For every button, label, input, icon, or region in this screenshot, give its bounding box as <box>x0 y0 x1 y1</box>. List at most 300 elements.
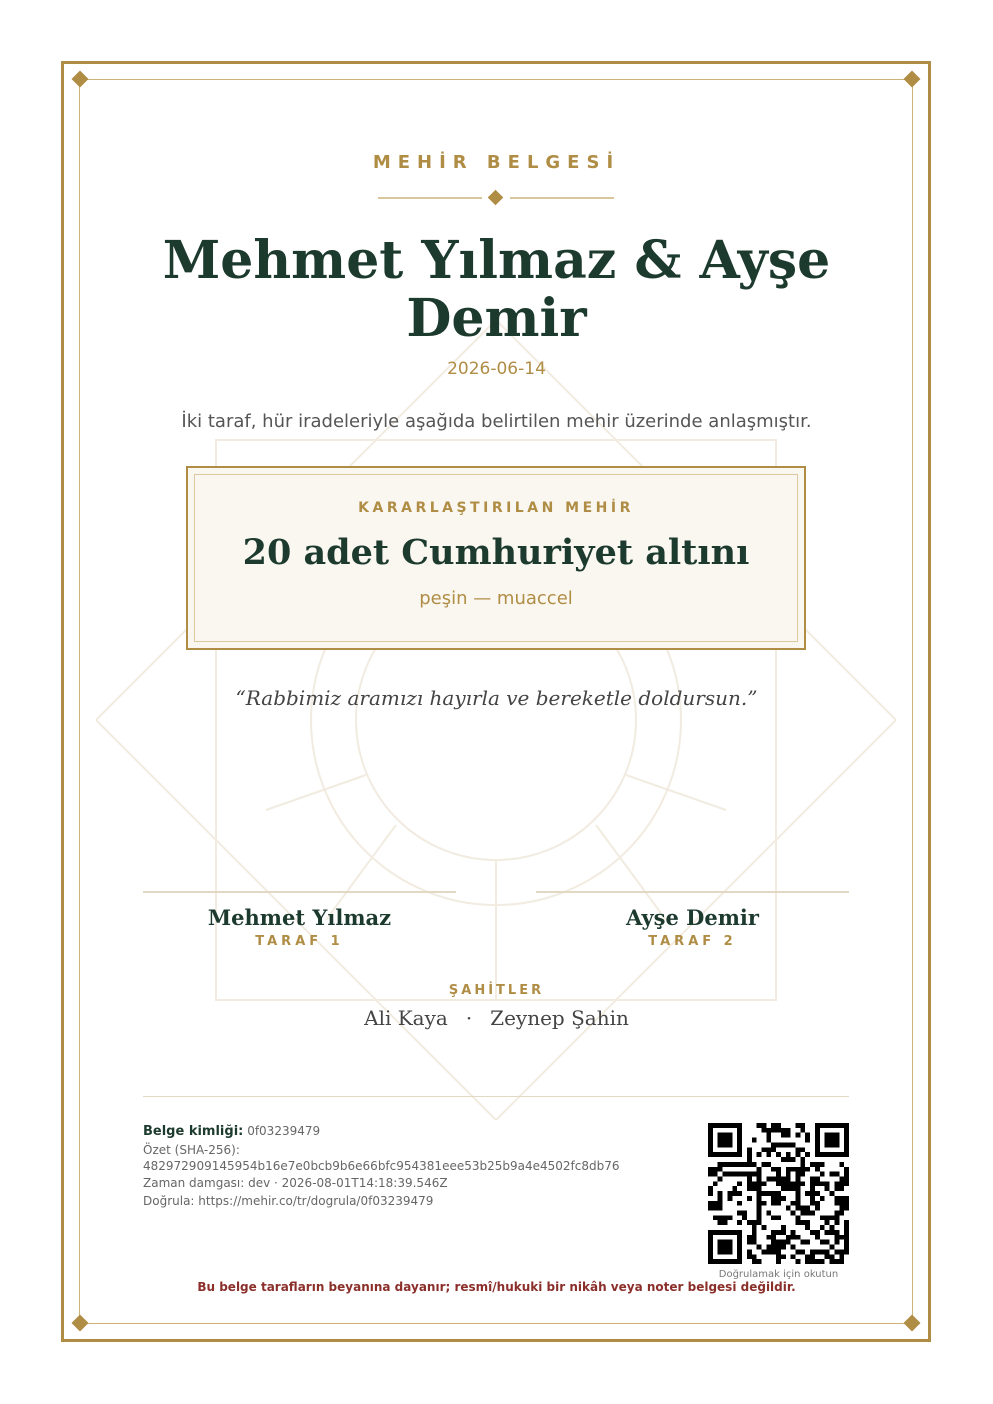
qr-module <box>718 1215 723 1220</box>
qr-module <box>727 1259 732 1264</box>
qr-module <box>718 1167 723 1172</box>
legal-disclaimer: Bu belge tarafların beyanına dayanır; resmî/hukuki bir nikâh veya noter belgesi değildir. <box>197 1280 796 1294</box>
qr-module <box>718 1220 723 1225</box>
qr-module <box>805 1225 810 1230</box>
qr-module <box>844 1128 849 1133</box>
qr-module <box>834 1181 839 1186</box>
qr-module <box>718 1206 723 1211</box>
mahr-label: KARARLAŞTIRILAN MEHİR <box>358 500 634 516</box>
qr-module <box>815 1176 820 1181</box>
qr-module <box>839 1196 844 1201</box>
qr-module <box>781 1157 786 1162</box>
qr-module <box>713 1230 718 1235</box>
qr-module <box>752 1220 757 1225</box>
qr-module <box>830 1123 835 1128</box>
qr-module <box>737 1142 742 1147</box>
qr-module <box>796 1196 801 1201</box>
qr-module <box>771 1176 776 1181</box>
qr-module <box>752 1254 757 1259</box>
qr-module <box>713 1123 718 1128</box>
qr-module <box>796 1123 801 1128</box>
qr-module <box>844 1147 849 1152</box>
qr-module <box>761 1191 766 1196</box>
qr-module <box>820 1123 825 1128</box>
qr-module <box>752 1138 757 1143</box>
qr-module <box>844 1220 849 1225</box>
qr-module <box>805 1133 810 1138</box>
qr-module <box>723 1142 728 1147</box>
qr-module <box>844 1181 849 1186</box>
qr-module <box>747 1162 752 1167</box>
qr-module <box>766 1191 771 1196</box>
qr-module <box>805 1191 810 1196</box>
qr-module <box>766 1211 771 1216</box>
qr-module <box>830 1172 835 1177</box>
qr-module <box>708 1186 713 1191</box>
qr-module <box>757 1211 762 1216</box>
qr-module <box>791 1230 796 1235</box>
qr-module <box>761 1147 766 1152</box>
qr-module <box>708 1206 713 1211</box>
qr-module <box>742 1162 747 1167</box>
qr-module <box>708 1230 713 1235</box>
qr-module <box>737 1128 742 1133</box>
qr-module <box>771 1249 776 1254</box>
qr-module <box>839 1176 844 1181</box>
qr-module <box>815 1249 820 1254</box>
qr-module <box>834 1259 839 1264</box>
qr-module <box>737 1181 742 1186</box>
qr-module <box>830 1245 835 1250</box>
qr-module <box>796 1191 801 1196</box>
signature-line <box>536 891 849 893</box>
qr-module <box>830 1215 835 1220</box>
qr-module <box>747 1157 752 1162</box>
qr-module <box>830 1133 835 1138</box>
qr-module <box>815 1230 820 1235</box>
qr-module <box>786 1235 791 1240</box>
qr-module <box>747 1181 752 1186</box>
qr-module <box>796 1215 801 1220</box>
party-role: TARAF 1 <box>255 934 344 949</box>
qr-module <box>796 1181 801 1186</box>
qr-module <box>718 1176 723 1181</box>
qr-module <box>844 1138 849 1143</box>
qr-module <box>839 1123 844 1128</box>
qr-module <box>810 1162 815 1167</box>
qr-module <box>708 1240 713 1245</box>
qr-module <box>713 1181 718 1186</box>
qr-module <box>796 1201 801 1206</box>
ornamental-divider <box>378 196 614 200</box>
qr-module <box>776 1142 781 1147</box>
qr-module <box>810 1211 815 1216</box>
qr-module <box>800 1211 805 1216</box>
qr-module <box>800 1162 805 1167</box>
qr-module <box>761 1201 766 1206</box>
qr-caption: Doğrulamak için okutun <box>718 1269 839 1280</box>
qr-module <box>757 1172 762 1177</box>
qr-module <box>718 1196 723 1201</box>
qr-module <box>723 1240 728 1245</box>
qr-module <box>737 1162 742 1167</box>
qr-module <box>776 1172 781 1177</box>
qr-module <box>776 1249 781 1254</box>
qr-module <box>834 1235 839 1240</box>
witness-name: Zeynep Şahin <box>490 1006 629 1030</box>
qr-module <box>805 1206 810 1211</box>
qr-module <box>727 1133 732 1138</box>
qr-module <box>771 1147 776 1152</box>
qr-module <box>810 1191 815 1196</box>
qr-module <box>776 1167 781 1172</box>
qr-module <box>776 1240 781 1245</box>
qr-module <box>737 1220 742 1225</box>
qr-module <box>786 1157 791 1162</box>
qr-module <box>742 1172 747 1177</box>
qr-module <box>771 1128 776 1133</box>
qr-module <box>786 1172 791 1177</box>
qr-module <box>781 1254 786 1259</box>
qr-module <box>800 1181 805 1186</box>
qr-module <box>786 1128 791 1133</box>
qr-module <box>713 1259 718 1264</box>
qr-module <box>718 1133 723 1138</box>
qr-module <box>708 1133 713 1138</box>
qr-module <box>718 1240 723 1245</box>
qr-module <box>771 1215 776 1220</box>
qr-module <box>723 1259 728 1264</box>
qr-module <box>737 1123 742 1128</box>
signature-party-2 <box>536 891 849 949</box>
qr-module <box>815 1162 820 1167</box>
qr-module <box>732 1172 737 1177</box>
mahr-value: 20 adet Cumhuriyet altını <box>242 532 750 573</box>
qr-module <box>844 1249 849 1254</box>
qr-module <box>761 1249 766 1254</box>
qr-module <box>791 1201 796 1206</box>
qr-module <box>834 1186 839 1191</box>
qr-module <box>791 1211 796 1216</box>
qr-module <box>834 1123 839 1128</box>
qr-module <box>800 1249 805 1254</box>
qr-module <box>727 1152 732 1157</box>
qr-module <box>834 1230 839 1235</box>
qr-module <box>839 1162 844 1167</box>
qr-module <box>781 1133 786 1138</box>
signature-party-1 <box>143 891 456 949</box>
qr-module <box>718 1138 723 1143</box>
qr-module <box>805 1152 810 1157</box>
ceremony-date: 2026-06-14 <box>447 359 546 379</box>
qr-module <box>825 1123 830 1128</box>
qr-module <box>766 1176 771 1181</box>
qr-module <box>796 1206 801 1211</box>
qr-module <box>761 1181 766 1186</box>
qr-module <box>820 1172 825 1177</box>
qr-module <box>834 1138 839 1143</box>
qr-module <box>820 1152 825 1157</box>
qr-module <box>805 1254 810 1259</box>
qr-module <box>752 1230 757 1235</box>
qr-module <box>781 1225 786 1230</box>
qr-module <box>796 1235 801 1240</box>
qr-module <box>776 1152 781 1157</box>
qr-module <box>747 1249 752 1254</box>
qr-module <box>776 1245 781 1250</box>
qr-module <box>825 1181 830 1186</box>
qr-module <box>757 1167 762 1172</box>
qr-module <box>781 1240 786 1245</box>
qr-module <box>791 1235 796 1240</box>
qr-module <box>727 1138 732 1143</box>
qr-module <box>737 1259 742 1264</box>
mahr-payment-term: peşin — muaccel <box>419 588 573 609</box>
qr-module <box>825 1254 830 1259</box>
qr-module <box>830 1259 835 1264</box>
qr-module <box>820 1181 825 1186</box>
qr-module <box>718 1230 723 1235</box>
qr-module <box>747 1220 752 1225</box>
verification-qr-code[interactable] <box>708 1123 849 1264</box>
document-id-row <box>143 1123 683 1140</box>
qr-module <box>747 1240 752 1245</box>
qr-module <box>757 1220 762 1225</box>
qr-module <box>805 1259 810 1264</box>
qr-module <box>718 1259 723 1264</box>
qr-module <box>830 1254 835 1259</box>
verify-link[interactable]: Doğrula: https://mehir.co/tr/dogrula/0f03239479 <box>143 1194 434 1208</box>
qr-module <box>825 1215 830 1220</box>
qr-module <box>723 1249 728 1254</box>
qr-module <box>810 1186 815 1191</box>
qr-module <box>805 1138 810 1143</box>
qr-module <box>839 1206 844 1211</box>
hash-value: 482972909145954b16e7e0bcb9b6e66bfc954381eee53b25b9a4e4502fc8db76 <box>143 1159 620 1173</box>
qr-module <box>708 1152 713 1157</box>
qr-module <box>771 1201 776 1206</box>
qr-module <box>757 1191 762 1196</box>
qr-module <box>815 1142 820 1147</box>
qr-module <box>825 1138 830 1143</box>
qr-module <box>810 1259 815 1264</box>
qr-module <box>805 1240 810 1245</box>
qr-module <box>791 1254 796 1259</box>
qr-module <box>713 1206 718 1211</box>
qr-module <box>825 1220 830 1225</box>
qr-module <box>727 1240 732 1245</box>
qr-module <box>815 1147 820 1152</box>
witnesses-label: ŞAHİTLER <box>448 983 545 998</box>
qr-module <box>815 1235 820 1240</box>
qr-module <box>727 1123 732 1128</box>
qr-module <box>834 1220 839 1225</box>
qr-module <box>776 1123 781 1128</box>
party-name: Ayşe Demir <box>626 905 759 930</box>
qr-module <box>844 1142 849 1147</box>
qr-module <box>844 1196 849 1201</box>
qr-module <box>805 1220 810 1225</box>
qr-module <box>727 1172 732 1177</box>
qr-module <box>776 1230 781 1235</box>
qr-module <box>752 1225 757 1230</box>
qr-module <box>752 1235 757 1240</box>
qr-module <box>723 1152 728 1157</box>
qr-module <box>820 1215 825 1220</box>
qr-module <box>800 1123 805 1128</box>
qr-module <box>737 1138 742 1143</box>
qr-module <box>713 1152 718 1157</box>
qr-module <box>732 1191 737 1196</box>
qr-module <box>776 1196 781 1201</box>
qr-module <box>825 1230 830 1235</box>
qr-module <box>844 1225 849 1230</box>
qr-module <box>834 1133 839 1138</box>
qr-module <box>800 1206 805 1211</box>
couple-names: Mehmet Yılmaz & Ayşe Demir <box>162 230 831 349</box>
qr-module <box>708 1201 713 1206</box>
qr-module <box>844 1133 849 1138</box>
qr-module <box>786 1181 791 1186</box>
qr-module <box>713 1167 718 1172</box>
qr-module <box>825 1240 830 1245</box>
qr-module <box>825 1186 830 1191</box>
qr-module <box>747 1254 752 1259</box>
qr-module <box>752 1162 757 1167</box>
qr-module <box>708 1235 713 1240</box>
qr-module <box>747 1235 752 1240</box>
qr-module <box>810 1181 815 1186</box>
qr-module <box>737 1133 742 1138</box>
qr-module <box>781 1176 786 1181</box>
qr-module <box>757 1215 762 1220</box>
qr-module <box>844 1167 849 1172</box>
qr-module <box>727 1245 732 1250</box>
qr-module <box>771 1240 776 1245</box>
qr-module <box>723 1172 728 1177</box>
qr-module <box>815 1259 820 1264</box>
qr-module <box>810 1254 815 1259</box>
qr-module <box>834 1249 839 1254</box>
qr-module <box>732 1123 737 1128</box>
qr-module <box>830 1138 835 1143</box>
qr-module <box>800 1220 805 1225</box>
qr-module <box>786 1152 791 1157</box>
qr-module <box>781 1128 786 1133</box>
qr-module <box>708 1123 713 1128</box>
qr-module <box>771 1167 776 1172</box>
qr-module <box>820 1259 825 1264</box>
timestamp: Zaman damgası: dev · 2026-08-01T14:18:39.546Z <box>143 1176 448 1190</box>
qr-module <box>839 1186 844 1191</box>
qr-module <box>718 1123 723 1128</box>
qr-module <box>757 1206 762 1211</box>
qr-module <box>791 1245 796 1250</box>
qr-module <box>791 1142 796 1147</box>
blessing-quote: “Rabbimiz aramızı hayırla ve bereketle doldursun.” <box>235 686 758 710</box>
qr-module <box>844 1245 849 1250</box>
qr-module <box>825 1152 830 1157</box>
qr-module <box>727 1196 732 1201</box>
qr-module <box>752 1172 757 1177</box>
qr-module <box>723 1133 728 1138</box>
qr-module <box>776 1181 781 1186</box>
qr-module <box>844 1206 849 1211</box>
qr-module <box>776 1254 781 1259</box>
qr-module <box>732 1186 737 1191</box>
document-id-value: 0f03239479 <box>247 1124 321 1138</box>
qr-module <box>747 1147 752 1152</box>
qr-module <box>737 1172 742 1177</box>
qr-module <box>844 1152 849 1157</box>
qr-module <box>708 1147 713 1152</box>
qr-module <box>752 1186 757 1191</box>
qr-module <box>800 1172 805 1177</box>
qr-module <box>834 1211 839 1216</box>
qr-module <box>834 1240 839 1245</box>
qr-module <box>825 1133 830 1138</box>
qr-module <box>727 1230 732 1235</box>
document-id-label: Belge kimliği: <box>143 1124 244 1139</box>
qr-module <box>781 1181 786 1186</box>
qr-module <box>791 1167 796 1172</box>
qr-module <box>757 1245 762 1250</box>
qr-module <box>766 1249 771 1254</box>
qr-module <box>757 1186 762 1191</box>
qr-module <box>708 1259 713 1264</box>
qr-module <box>830 1191 835 1196</box>
qr-module <box>791 1186 796 1191</box>
qr-module <box>723 1230 728 1235</box>
qr-module <box>766 1147 771 1152</box>
qr-module <box>791 1181 796 1186</box>
qr-module <box>718 1249 723 1254</box>
qr-module <box>776 1215 781 1220</box>
qr-module <box>830 1225 835 1230</box>
qr-module <box>825 1142 830 1147</box>
qr-module <box>723 1245 728 1250</box>
qr-module <box>708 1172 713 1177</box>
qr-module <box>786 1240 791 1245</box>
party-role: TARAF 2 <box>648 934 737 949</box>
qr-module <box>718 1142 723 1147</box>
qr-module <box>761 1225 766 1230</box>
qr-module <box>708 1249 713 1254</box>
qr-module <box>732 1152 737 1157</box>
qr-module <box>839 1254 844 1259</box>
qr-module <box>800 1128 805 1133</box>
qr-module <box>834 1152 839 1157</box>
qr-module <box>786 1176 791 1181</box>
qr-module <box>844 1230 849 1235</box>
qr-module <box>796 1186 801 1191</box>
qr-module <box>747 1196 752 1201</box>
qr-module <box>771 1191 776 1196</box>
qr-module <box>757 1123 762 1128</box>
qr-module <box>781 1230 786 1235</box>
witness-name: Ali Kaya <box>364 1006 448 1030</box>
agreement-statement: İki taraf, hür iradeleriyle aşağıda belirtilen mehir üzerinde anlaşmıştır. <box>181 411 812 432</box>
qr-module <box>815 1167 820 1172</box>
qr-module <box>737 1240 742 1245</box>
qr-module <box>786 1133 791 1138</box>
qr-module <box>757 1152 762 1157</box>
qr-module <box>742 1215 747 1220</box>
document-type-heading: MEHİR BELGESİ <box>372 152 621 173</box>
qr-module <box>844 1235 849 1240</box>
qr-module <box>815 1123 820 1128</box>
qr-module <box>713 1201 718 1206</box>
